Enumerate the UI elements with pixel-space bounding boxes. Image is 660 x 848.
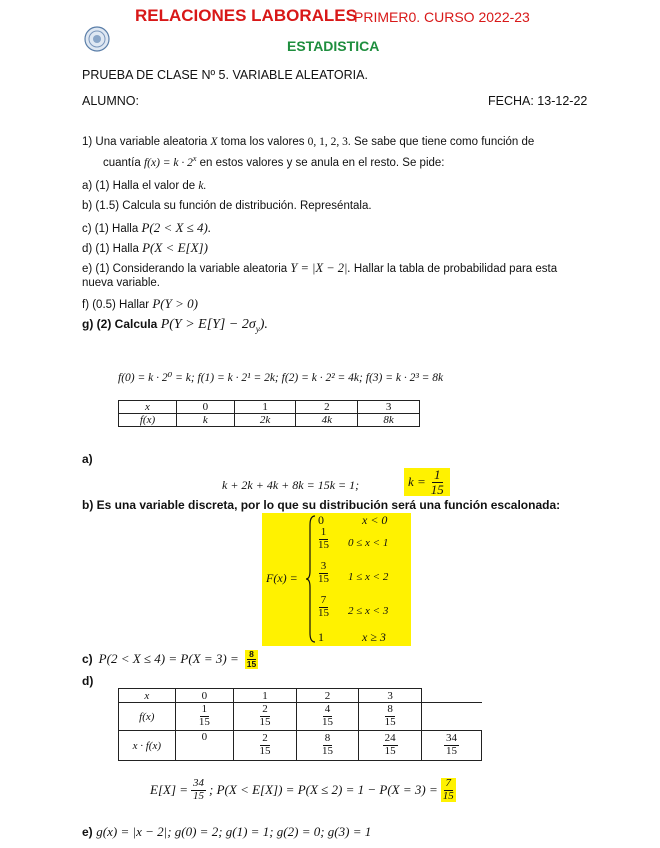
question-item-c: c) (1) Halla P(2 < X ≤ 4). bbox=[82, 220, 212, 235]
exam-title: PRUEBA DE CLASE Nº 5. VARIABLE ALEATORIA. bbox=[82, 68, 368, 82]
probability-table bbox=[118, 400, 420, 427]
question-intro-2: cuantía $f(x) = k \cdot 2^x$ en estos valores y se anula en el resto. Se pide: bbox=[103, 154, 445, 169]
header-subject: ESTADISTICA bbox=[287, 38, 380, 54]
cdf-brace bbox=[306, 515, 316, 643]
cdf-case: 0 x < 0 bbox=[318, 513, 388, 527]
school-seal-icon bbox=[84, 26, 110, 52]
answer-c: c) P(2 < X ≤ 4) = P(X = 3) = $\frac{8}{15}$ bbox=[82, 649, 257, 669]
cdf-case: $\frac{1}{15}$ 0 ≤ x < 1 bbox=[318, 526, 389, 551]
answer-e: e) g(x) = |x − 2|; g(0) = 2; g(1) = 1; g(2) = 0; g(3) = 1 bbox=[82, 824, 372, 839]
student-label: ALUMNO: bbox=[82, 94, 139, 108]
answer-b-text: b) Es una variable discreta, por lo que su distribución será una función escalonada: bbox=[82, 498, 561, 512]
cdf-piecewise bbox=[262, 513, 411, 646]
question-item-d: d) (1) Halla P(X < E[X]) bbox=[82, 240, 208, 255]
expectation-line: E[X] = $\frac{34}{15}$ ; P(X < E[X]) = P(X ≤ 2) = 1 − P(X = 3) = $\frac{7}{15}$ bbox=[150, 777, 454, 802]
cdf-case: $\frac{3}{15}$ 1 ≤ x < 2 bbox=[318, 560, 389, 585]
header-title: RELACIONES LABORALES bbox=[135, 6, 357, 25]
question-item-e-cont: nueva variable. bbox=[82, 277, 160, 289]
answer-a-equation: k + 2k + 4k + 8k = 15k = 1; bbox=[222, 478, 360, 492]
cdf-case: $\frac{7}{15}$ 2 ≤ x < 3 bbox=[318, 594, 389, 619]
question-item-a: a) (1) Halla el valor de k. bbox=[82, 180, 207, 192]
question-item-g: g) (2) Calcula $P(Y > E[Y] - 2\sigma_y)$. bbox=[82, 317, 268, 334]
table-row: x · f(x) 0 $\frac{2}{15}$ $\frac{8}{15}$ $\frac{24}{15}$ $\frac{34}{15}$ bbox=[119, 731, 482, 761]
exam-date: FECHA: 13-12-22 bbox=[488, 94, 588, 108]
question-intro: 1) Una variable aleatoria X toma los valores 0, 1, 2, 3. Se sabe que tiene como función de bbox=[82, 136, 535, 148]
table-row: x 0 1 2 3 bbox=[119, 689, 482, 703]
table-row: x 0 1 2 3 bbox=[119, 401, 420, 414]
question-item-e: e) (1) Considerando la variable aleatoria Y = |X − 2|. Hallar la tabla de probabilidad para esta bbox=[82, 261, 558, 275]
answer-a-label: a) bbox=[82, 452, 93, 466]
question-item-b: b) (1.5) Calcula su función de distribución. Represéntala. bbox=[82, 200, 372, 212]
expectation-table bbox=[118, 688, 482, 761]
answer-d-label: d) bbox=[82, 674, 94, 688]
table-row: f(x) k 2k 4k 8k bbox=[119, 414, 420, 427]
table-row: f(x) $\frac{1}{15}$ $\frac{2}{15}$ $\frac{4}{15}$ $\frac{8}{15}$ bbox=[119, 703, 482, 731]
question-item-f: f) (0.5) Hallar P(Y > 0) bbox=[82, 296, 198, 311]
cdf-lhs: F(x) = bbox=[266, 571, 298, 585]
f-values: f(0) = k · 2⁰ = k; f(1) = k · 2¹ = 2k; f(2) = k · 2² = 4k; f(3) = k · 2³ = 8k bbox=[118, 372, 444, 384]
answer-a-result: k = $\frac{1}{15}$ bbox=[404, 468, 450, 496]
cdf-case: 1 x ≥ 3 bbox=[318, 630, 386, 644]
header-course: PRIMER0. CURSO 2022-23 bbox=[354, 9, 530, 25]
